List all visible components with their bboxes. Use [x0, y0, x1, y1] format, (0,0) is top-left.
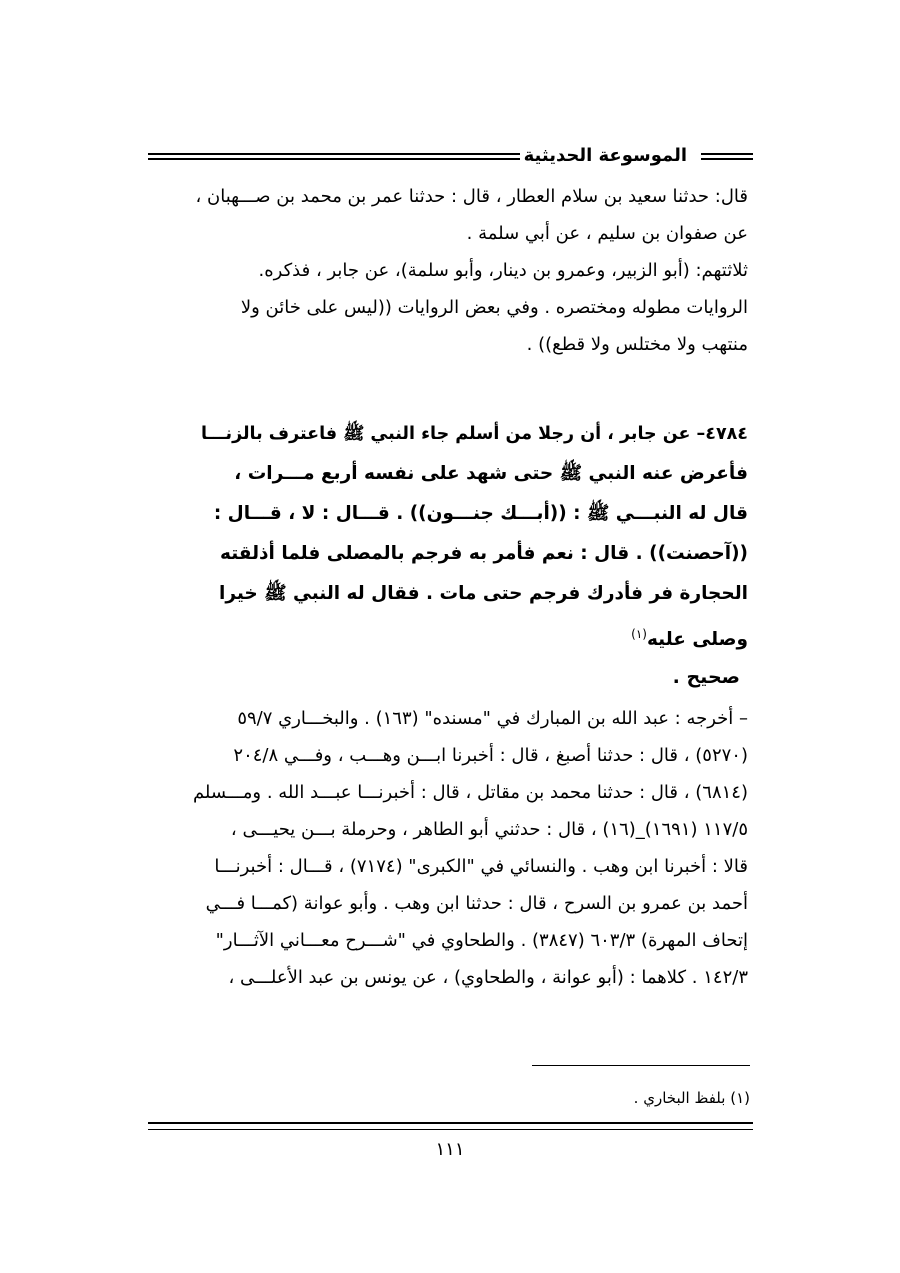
header-rule-right	[701, 153, 753, 160]
hadith-grade: صحيح .	[672, 666, 740, 688]
text-line: منتهب ولا مختلس ولا قطع)) .	[526, 334, 748, 355]
footnote: (١) بلفظ البخاري .	[633, 1089, 750, 1107]
header-rule-left	[148, 153, 520, 160]
takhrij-paragraph	[150, 700, 748, 996]
text-line: الروايات مطوله ومختصره . وفي بعض الروايات ((ليس على خائن ولا	[240, 297, 748, 318]
page-number: ١١١	[435, 1139, 465, 1160]
text-line: (٦٨١٤) ، قال : حدثنا محمد بن مقاتل ، قال : أخبرنـــا عبـــد الله . ومـــسلم	[192, 782, 748, 803]
footnote-marker[interactable]: (١)	[631, 627, 647, 641]
text-line: – أخرجه : عبد الله بن المبارك في "مسنده" (١٦٣) . والبخـــاري ٥٩/٧	[237, 708, 748, 729]
hadith-line: الحجارة فر فأدرك فرجم حتى مات . فقال له النبي ﷺ خيرا	[219, 583, 748, 604]
intro-paragraph	[150, 178, 748, 363]
hadith-last-line-text: وصلى عليه	[646, 629, 748, 650]
footnote-separator	[532, 1065, 750, 1066]
text-line: ١٤٢/٣ . كلاهما : (أبو عوانة ، والطحاوي) ، عن يونس بن عبد الأعلـــى ،	[228, 967, 748, 988]
text-line: أحمد بن عمرو بن السرح ، قال : حدثنا ابن وهب . وأبو عوانة (كمـــا فـــي	[205, 893, 748, 914]
hadith-last-line	[200, 614, 748, 660]
hadith-line: فأعرض عنه النبي ﷺ حتى شهد على نفسه أربع مـــرات ،	[234, 463, 748, 484]
text-line: ثلاثتهم: (أبو الزبير، وعمرو بن دينار، وأبو سلمة)، عن جابر ، فذكره.	[258, 260, 748, 281]
text-line: إتحاف المهرة) ٦٠٣/٣ (٣٨٤٧) . والطحاوي في "شـــرح معـــاني الآثـــار"	[215, 930, 748, 951]
hadith-line: قال له النبـــي ﷺ : ((أبـــك جنـــون)) . قـــال : لا ، قـــال :	[213, 503, 748, 524]
text-line: قالا : أخبرنا ابن وهب . والنسائي في "الكبرى" (٧١٧٤) ، قـــال : أخبرنـــا	[214, 856, 748, 877]
hadith-text	[200, 414, 748, 660]
footer-rule-thick	[148, 1122, 753, 1124]
running-header	[148, 140, 753, 172]
text-line: ١١٧/٥ (١٦٩١)_(١٦) ، قال : حدثني أبو الطاهر ، وحرملة بـــن يحيـــى ،	[230, 819, 748, 840]
text-line: (٥٢٧٠) ، قال : حدثنا أصبغ ، قال : أخبرنا ابـــن وهـــب ، وفـــي ٢٠٤/٨	[233, 745, 748, 766]
hadith-line: ((آحصنت)) . قال : نعم فأمر به فرجم بالمصلى فلما أذلقته	[220, 543, 748, 564]
footer-rule-thin	[148, 1129, 753, 1130]
book-title: الموسوعة الحديثية	[523, 145, 687, 166]
text-line: عن صفوان بن سليم ، عن أبي سلمة .	[466, 223, 748, 244]
text-line: قال: حدثنا سعيد بن سلام العطار ، قال : حدثنا عمر بن محمد بن صـــهبان ،	[195, 186, 748, 207]
hadith-line: ٤٧٨٤– عن جابر ، أن رجلا من أسلم جاء النبي ﷺ فاعترف بالزنـــا	[200, 424, 748, 444]
